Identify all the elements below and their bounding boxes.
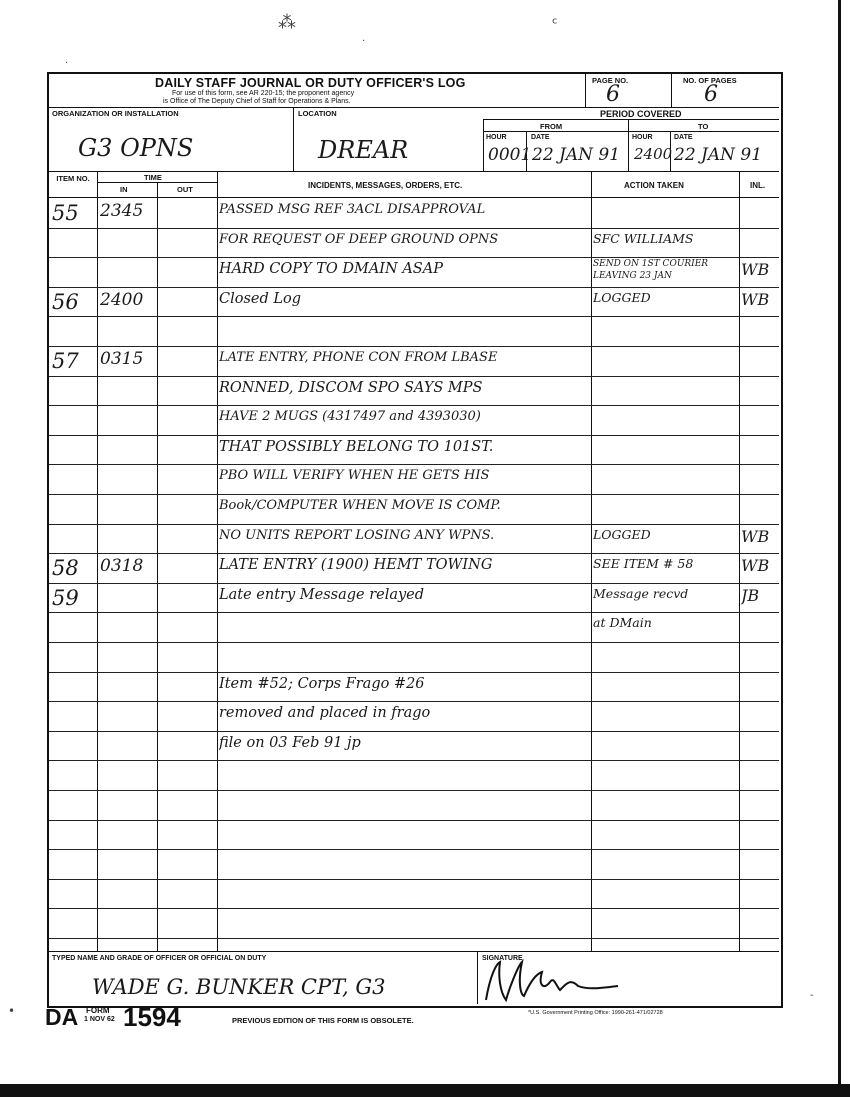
scan-speck-mark: ⁂ (278, 12, 296, 33)
row-incident: PASSED MSG REF 3ACL DISAPPROVAL (219, 202, 486, 217)
row-action: Message recvd (593, 586, 689, 601)
scan-speck-mark: • (8, 1004, 16, 1018)
initials-label: INL. (750, 181, 766, 190)
scan-speck-mark: · (65, 58, 69, 69)
row-time-in: 0315 (100, 350, 144, 369)
scan-edge (838, 0, 850, 1097)
row-rule (49, 642, 779, 643)
to-label: TO (698, 122, 709, 131)
item-no-label: ITEM NO. (56, 174, 90, 183)
row-incident: THAT POSSIBLY BELONG TO 101ST. (219, 438, 494, 455)
row-incident: LATE ENTRY (1900) HEMT TOWING (219, 557, 493, 574)
row-initials: WB (741, 290, 770, 309)
row-rule (49, 760, 779, 761)
row-rule (49, 376, 779, 377)
to-hour-label: HOUR (632, 134, 653, 141)
row-rule (49, 849, 779, 850)
signature-label: SIGNATURE (482, 955, 523, 962)
divider (671, 74, 672, 108)
row-initials: WB (741, 527, 770, 546)
previous-edition-note: PREVIOUS EDITION OF THIS FORM IS OBSOLETE. (232, 1016, 414, 1025)
row-rule (49, 731, 779, 732)
location-value: DREAR (318, 136, 409, 164)
row-incident: Item #52; Corps Frago #26 (219, 675, 425, 692)
row-incident: removed and placed in frago (219, 705, 431, 722)
row-incident: file on 03 Feb 91 jp (219, 734, 361, 751)
row-rule (49, 494, 779, 495)
page-no-value: 6 (606, 82, 620, 107)
row-time-in: 2400 (100, 290, 144, 310)
signature-scribble (478, 956, 628, 1006)
page-no-label: PAGE NO. (592, 76, 629, 85)
row-rule (49, 316, 779, 317)
from-date-value: 22 JAN 91 (532, 145, 621, 165)
row-rule (49, 464, 779, 465)
in-label: IN (120, 185, 128, 194)
divider (483, 131, 779, 132)
row-rule (49, 820, 779, 821)
incidents-label: INCIDENTS, MESSAGES, ORDERS, ETC. (308, 181, 463, 190)
row-rule (49, 524, 779, 525)
no-of-pages-label: NO. OF PAGES (683, 76, 737, 85)
divider (49, 171, 779, 172)
printing-office-note: *U.S. Government Printing Office: 1990-261-471/02728 (528, 1010, 663, 1016)
row-time-in: 0318 (100, 557, 144, 577)
from-hour-value: 0001 (488, 145, 532, 165)
to-date-label: DATE (674, 134, 693, 141)
row-action: SEND ON 1ST COURIER LEAVING 23 JAN (593, 259, 709, 282)
row-action: SFC WILLIAMS (593, 231, 694, 246)
row-rule (49, 228, 779, 229)
location-label: LOCATION (298, 109, 337, 118)
form-word: FORM (86, 1006, 110, 1015)
period-covered-label: PERIOD COVERED (600, 109, 682, 119)
divider (483, 119, 484, 172)
form-number: 1594 (123, 1002, 181, 1032)
divider (628, 119, 629, 172)
divider (49, 107, 779, 108)
row-rule (49, 938, 779, 939)
row-incident: PBO WILL VERIFY WHEN HE GETS HIS (219, 468, 490, 484)
row-rule (49, 346, 779, 347)
row-item-no: 58 (52, 557, 79, 581)
to-hour-value: 2400 (634, 145, 673, 163)
row-incident: HAVE 2 MUGS (4317497 and 4393030) (219, 409, 481, 425)
from-hour-label: HOUR (486, 134, 507, 141)
row-rule (49, 287, 779, 288)
row-action: LOGGED (593, 527, 651, 542)
from-date-label: DATE (531, 134, 550, 141)
row-item-no: 56 (52, 290, 79, 314)
divider (585, 74, 586, 108)
form-title: DAILY STAFF JOURNAL OR DUTY OFFICER'S LOG (155, 76, 466, 90)
action-label: ACTION TAKEN (624, 181, 684, 190)
row-time-in: 2345 (100, 202, 144, 221)
scan-speck-mark: - (810, 990, 814, 1001)
form-subtitle-2: is Office of The Deputy Chief of Staff for Operations & Plans. (163, 98, 351, 105)
from-label: FROM (540, 122, 563, 131)
row-incident: Late entry Message relayed (219, 586, 425, 603)
row-incident: Book/COMPUTER WHEN MOVE IS COMP. (219, 498, 501, 513)
row-rule (49, 583, 779, 584)
divider (483, 119, 779, 120)
form-subtitle-1: For use of this form, see AR 220-15; the proponent agency (172, 90, 355, 97)
no-of-pages-value: 6 (704, 82, 718, 107)
row-action: at DMain (593, 616, 652, 631)
row-rule (49, 405, 779, 406)
organization-value: G3 OPNS (78, 134, 194, 162)
organization-label: ORGANIZATION OR INSTALLATION (52, 109, 179, 118)
row-item-no: 57 (52, 350, 79, 373)
row-action: LOGGED (593, 290, 651, 305)
table-row (49, 642, 779, 672)
typed-name-label: TYPED NAME AND GRADE OF OFFICER OR OFFICIAL ON DUTY (52, 955, 267, 962)
row-rule (49, 553, 779, 554)
typed-name-value: WADE G. BUNKER CPT, G3 (92, 975, 386, 999)
scan-speck-mark: ᶜ (552, 14, 558, 33)
divider (293, 107, 294, 172)
row-incident: FOR REQUEST OF DEEP GROUND OPNS (219, 231, 499, 247)
row-rule (49, 790, 779, 791)
to-date-value: 22 JAN 91 (674, 145, 763, 165)
time-label: TIME (144, 173, 162, 182)
row-incident: RONNED, DISCOM SPO SAYS MPS (219, 379, 483, 396)
row-action: SEE ITEM # 58 (593, 557, 694, 572)
row-rule (49, 908, 779, 909)
form-date: 1 NOV 62 (84, 1016, 115, 1023)
form-number-prefix: DA (45, 1004, 79, 1030)
row-rule (49, 879, 779, 880)
row-item-no: 55 (52, 202, 79, 225)
table-row (49, 316, 779, 346)
row-initials: WB (741, 261, 770, 280)
out-label: OUT (177, 185, 193, 194)
divider (49, 951, 779, 952)
row-item-no: 59 (52, 586, 79, 610)
row-initials: JB (741, 586, 760, 605)
row-incident: LATE ENTRY, PHONE CON FROM LBASE (219, 350, 498, 365)
row-initials: WB (741, 557, 770, 576)
row-rule (49, 701, 779, 702)
row-rule (49, 435, 779, 436)
row-rule (49, 612, 779, 613)
scan-speck-mark: · (362, 36, 366, 47)
row-incident: HARD COPY TO DMAIN ASAP (219, 261, 443, 278)
row-rule (49, 672, 779, 673)
row-incident: NO UNITS REPORT LOSING ANY WPNS. (219, 527, 495, 543)
row-incident: Closed Log (219, 290, 302, 307)
scan-edge-bottom (0, 1084, 850, 1097)
